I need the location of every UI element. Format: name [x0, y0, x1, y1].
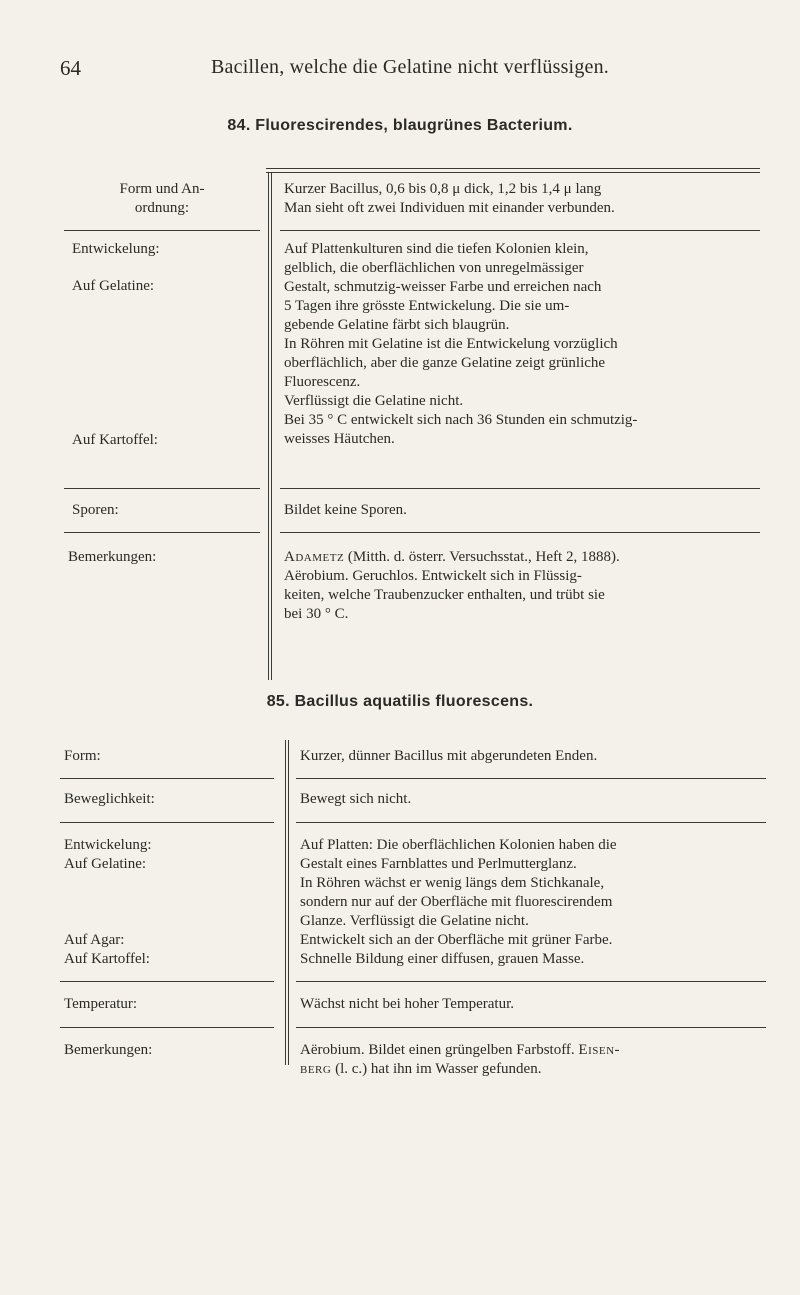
- text-sporen: Bildet keine Sporen.: [284, 502, 407, 518]
- label-bemerkungen: Bemerkungen:: [64, 1042, 153, 1058]
- text-bemerkungen: Aërobium. Bildet einen grüngelben Farbstoff. Eisen- berg (l. c.) hat ihn im Wasser gefunden.: [300, 1042, 621, 1077]
- row-rule: [60, 778, 274, 779]
- section-85-title: 85. Bacillus aquatilis fluorescens.: [266, 693, 534, 710]
- label-auf-agar: Auf Agar:: [64, 932, 125, 948]
- row-rule: [280, 230, 760, 231]
- label-temperatur: Temperatur:: [64, 996, 138, 1012]
- row-rule: [296, 981, 766, 982]
- row-rule: [280, 488, 760, 489]
- author-name: berg: [300, 1061, 332, 1077]
- column-divider-inner: [271, 172, 272, 680]
- label-auf-kartoffel: Auf Kartoffel:: [72, 432, 158, 448]
- label-entwickelung: Entwickelung:: [64, 837, 152, 853]
- row-rule: [60, 981, 274, 982]
- row-rule: [280, 532, 760, 533]
- column-divider: [285, 740, 286, 1065]
- text-temperatur: Wächst nicht bei hoher Temperatur.: [300, 996, 515, 1012]
- row-rule: [296, 1027, 766, 1028]
- text-form: Kurzer Bacillus, 0,6 bis 0,8 μ dick, 1,2 bis 1,4 μ lang Man sieht oft zwei Individuen mit einander verbunden.: [284, 181, 615, 216]
- label-bemerkungen: Bemerkungen:: [68, 549, 157, 565]
- label-sporen: Sporen:: [72, 502, 119, 518]
- text-form: Kurzer, dünner Bacillus mit abgerundeten Enden.: [300, 748, 598, 764]
- label-auf-gelatine: Auf Gelatine:: [72, 278, 155, 294]
- label-beweglichkeit: Beweglichkeit:: [64, 791, 155, 807]
- label-auf-gelatine: Auf Gelatine:: [64, 856, 147, 872]
- text-bemerkungen: Adametz (Mitth. d. österr. Versuchsstat., Heft 2, 1888). Aërobium. Geruchlos. Entwickelt sich in Flüssig- keiten, welche Traubenzucker enthalten, und trübt sie bei 30 ° C.: [284, 549, 620, 622]
- row-rule: [64, 532, 260, 533]
- table-top-rule: [266, 168, 760, 173]
- row-rule: [296, 822, 766, 823]
- text-entwickelung: Auf Plattenkulturen sind die tiefen Kolonien klein, gelblich, die oberflächlichen von unregelmässiger Gestalt, schmutzig-weisser Farbe und erreichen nach 5 Tagen ihre grösste Entwickelung. Die sie um- gebende Gelatine färbt sich blaugrün. In Röhren mit Gelatine ist die Entwickelung vorzüglich oberflächlich, aber die ganze Gelatine zeigt grünliche Fluorescenz. Verflüssigt die Gelatine nicht. Bei 35 ° C entwickelt sich nach 36 Stunden ein schmutzig- weisses Häutchen.: [284, 241, 638, 447]
- page-header: [60, 50, 760, 90]
- label-form: Form und An- ordnung:: [119, 181, 205, 216]
- row-rule: [64, 230, 260, 231]
- row-rule: [60, 822, 274, 823]
- row-rule: [60, 1027, 274, 1028]
- section-84-title: 84. Fluorescirendes, blaugrünes Bacterium.: [227, 117, 573, 134]
- column-divider-inner: [288, 740, 289, 1065]
- page-number: 64: [60, 56, 81, 80]
- row-rule: [296, 778, 766, 779]
- author-name: Adametz: [284, 549, 345, 565]
- label-form: Form:: [64, 748, 101, 764]
- text-entwickelung: Auf Platten: Die oberflächlichen Kolonien haben die Gestalt eines Farnblattes und Perlmutterglanz. In Röhren wächst er wenig längs dem Stichkanale, sondern nur auf der Oberfläche mit fluorescirendem Glanze. Verflüssigt die Gelatine nicht. Entwickelt sich an der Oberfläche mit grüner Farbe. Schnelle Bildung einer diffusen, grauen Masse.: [300, 837, 617, 967]
- column-divider: [268, 172, 269, 680]
- author-name: Eisen-: [578, 1042, 621, 1058]
- label-auf-kartoffel: Auf Kartoffel:: [64, 951, 150, 967]
- running-head: Bacillen, welche die Gelatine nicht verflüssigen.: [211, 56, 609, 78]
- row-rule: [64, 488, 260, 489]
- label-entwickelung: Entwickelung:: [72, 241, 160, 257]
- text-beweglichkeit: Bewegt sich nicht.: [300, 791, 412, 807]
